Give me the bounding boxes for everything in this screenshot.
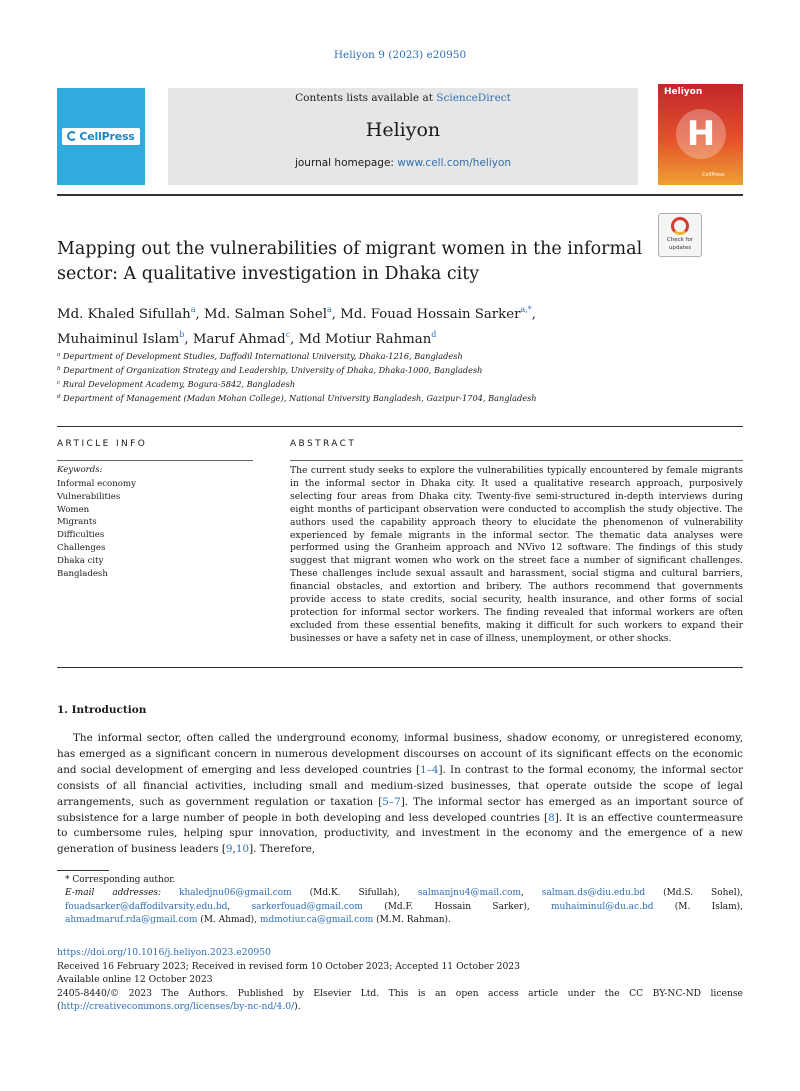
article-info-heading: ARTICLE INFO	[57, 439, 148, 449]
author-6: Md Motiur Rahman$^d$	[298, 330, 437, 347]
cellpress-mark-icon	[67, 131, 77, 141]
received-dates: Received 16 February 2023; Received in revised form 10 October 2023; Accepted 11 October 2023	[57, 960, 520, 972]
crossmark-icon	[671, 217, 689, 235]
info-top-divider	[57, 426, 743, 427]
abstract-bottom-divider	[57, 667, 743, 668]
author-list	[57, 300, 697, 350]
intro-text-segment: The informal sector, often called the underground economy, informal business, shadow economy, or unregistered economy, has emerged as a significant concern in numerous development discourses on account of its significant effects on the economic and social development of emerging and less developed countries [	[57, 732, 743, 776]
corresponding-author-note: * Corresponding author.	[65, 875, 176, 885]
author-1: Md. Khaled Sifullah$^a$,	[57, 305, 204, 322]
abstract-divider	[290, 460, 743, 461]
affiliation-link[interactable]: a	[326, 305, 332, 314]
sciencedirect-link[interactable]: ScienceDirect	[436, 92, 511, 104]
keyword: Migrants	[57, 517, 97, 528]
publisher-logo-text: CellPress	[79, 130, 135, 143]
affiliation-a: $^a$ Department of Development Studies, Daffodil International University, Dhaka-1216, Bangladesh	[57, 351, 463, 361]
journal-citation[interactable]: Heliyon 9 (2023) e20950	[333, 49, 467, 61]
affiliation-link[interactable]: d	[431, 330, 437, 339]
keyword: Challenges	[57, 542, 106, 553]
email-link[interactable]: salmanjnu4@mail.com	[417, 888, 522, 899]
intro-text-segment: ]. Therefore,	[249, 843, 316, 856]
license-end: ).	[294, 1001, 301, 1013]
email-link[interactable]: sarkerfouad@gmail.com	[251, 901, 363, 912]
introduction-paragraph	[57, 731, 743, 858]
contents-line	[168, 92, 638, 104]
affiliation-b: $^b$ Department of Organization Strategy and Leadership, University of Dhaka, Dhaka-1000, Bangladesh	[57, 365, 483, 375]
article-title: Mapping out the vulnerabilities of migrant women in the informal sector: A qualitative investigation in Dhaka city	[57, 239, 643, 284]
intro-text-segment: ,	[232, 843, 236, 856]
email-owner: (Md.F. Hossain Sarker),	[362, 901, 551, 912]
reference-link[interactable]: 1–4	[420, 763, 439, 776]
affiliation-link[interactable]: c	[285, 330, 291, 339]
masthead	[57, 84, 743, 185]
affiliation-c: $^c$ Rural Development Academy, Bogura-5842, Bangladesh	[57, 379, 296, 389]
email-link[interactable]: fouadsarker@daffodilvarsity.edu.bd	[65, 901, 228, 912]
check-updates-line2: updates	[668, 245, 692, 251]
keyword: Women	[57, 504, 90, 515]
email-owner: (Md.K. Sifullah),	[291, 888, 418, 899]
footnote	[57, 874, 743, 928]
footnote-divider	[57, 870, 109, 871]
reference-link[interactable]: 10	[235, 843, 250, 856]
email-addresses	[57, 887, 743, 927]
license-link[interactable]: http://creativecommons.org/licenses/by-nc-nd/4.0/	[60, 1001, 295, 1013]
doi-link[interactable]: https://doi.org/10.1016/j.heliyon.2023.e20950	[57, 947, 271, 958]
license-text: 2405-8440/© 2023 The Authors. Published by Elsevier Ltd. This is an open access article under the CC BY-NC-ND license (	[57, 987, 743, 1013]
author-4: Muhaiminul Islam$^b$,	[57, 330, 193, 347]
keyword-list	[57, 478, 136, 580]
keyword: Difficulties	[57, 530, 105, 541]
homepage-line	[168, 157, 638, 169]
author-5: Maruf Ahmad$^c$,	[192, 330, 299, 347]
intro-text-segment: ]. It is an effective countermeasure to cumbersome rules, helping spur innovation, productivity, and investment in the economy and the emergence of a new generation of business leaders [	[57, 811, 743, 856]
affiliation-link[interactable]: a	[190, 305, 196, 314]
email-owner: ,	[521, 888, 542, 899]
email-owner: (M. Islam),	[653, 901, 743, 912]
homepage-prefix: journal homepage:	[294, 157, 398, 169]
email-owner: (Md.S. Sohel),	[645, 888, 744, 899]
email-owner: (M. Ahmad),	[197, 915, 260, 926]
introduction-heading: 1. Introduction	[57, 704, 147, 716]
email-link[interactable]: ahmadmaruf.rda@gmail.com	[65, 915, 198, 926]
affiliation-link[interactable]: a,*	[520, 305, 532, 314]
email-link[interactable]: salman.ds@diu.edu.bd	[541, 888, 646, 899]
abstract-heading: ABSTRACT	[290, 439, 357, 449]
license-statement	[57, 987, 743, 1014]
email-link[interactable]: mdmotiur.ca@gmail.com	[259, 915, 374, 926]
affiliation-link[interactable]: b	[179, 330, 185, 339]
header-divider	[57, 194, 743, 196]
keyword: Bangladesh	[57, 568, 108, 579]
affiliations	[57, 349, 737, 405]
check-for-updates-button[interactable]	[658, 213, 702, 257]
journal-header	[168, 88, 638, 185]
journal-cover-image[interactable]	[658, 84, 743, 185]
publication-info	[57, 946, 743, 1014]
email-label: E-mail addresses:	[65, 888, 179, 899]
affiliation-d: $^d$ Department of Management (Madan Mohan College), National University Bangladesh, Gazipur-1704, Bangladesh	[57, 393, 537, 403]
email-owner: (M.M. Rahman).	[373, 915, 451, 926]
keyword: Dhaka city	[57, 555, 104, 566]
check-updates-line1: Check for	[666, 237, 694, 243]
keyword: Vulnerabilities	[57, 491, 121, 502]
email-link[interactable]: muhaiminul@du.ac.bd	[551, 901, 654, 912]
keywords-label: Keywords:	[57, 465, 103, 475]
email-owner: ,	[227, 901, 252, 912]
author-2: Md. Salman Sohel$^a$,	[203, 305, 341, 322]
email-link[interactable]: khaledjnu06@gmail.com	[179, 888, 292, 899]
cover-letter: H	[686, 114, 716, 154]
journal-name: Heliyon	[365, 119, 441, 141]
reference-link[interactable]: 5–7	[382, 795, 401, 808]
intro-text-segment: ]. The informal sector has emerged as an important source of subsistence for a large number of people in both developing and less developed countries [	[57, 795, 743, 824]
contents-prefix: Contents lists available at	[295, 92, 437, 104]
cellpress-logo-box[interactable]	[57, 88, 145, 185]
available-online-date: Available online 12 October 2023	[57, 974, 213, 986]
cover-publisher: CellPress	[702, 172, 725, 178]
cellpress-logo	[62, 128, 139, 145]
intro-text-segment: ]. In contrast to the formal economy, the informal sector consists of all financial activities, including small and medium-sized businesses, that operate outside the scope of legal arrangements, such as government regulation or taxation [	[57, 763, 743, 808]
abstract-text: The current study seeks to explore the vulnerabilities typically encountered by female migrants in the informal sector in Dhaka city. It used a qualitative research approach, purposively selecting four areas from Dhaka city. Twenty-five semi-structured in-depth interviews during eight months of participant observation were conducted to accomplish the study objective. The authors used the capability approach theory to elucidate the phenomenon of vulnerability experienced by female migrants in the informal sector. The thematic data analyses were performed using the Granheim approach and NVivo 12 software. The findings of this study suggest that migrant women who work on the street face a number of significant challenges. These challenges include sexual assault and harassment, social stigma and cultural barriers, financial obstacles, and extortion and bribery. The authors recommend that governments provide access to state credits, social security, health insurance, and other forms of social protection for informal sector workers. The finding revealed that informal workers are often excluded from these essential benefits, making it difficult for such workers to expand their businesses or have a safety net in case of illness, unemployment, or other shocks.	[290, 465, 743, 644]
author-3: Md. Fouad Hossain Sarker$^{a,*}$,	[340, 305, 536, 322]
reference-link[interactable]: 9	[225, 843, 233, 856]
keyword: Informal economy	[57, 479, 136, 489]
cover-title: Heliyon	[664, 87, 703, 97]
homepage-link[interactable]: www.cell.com/heliyon	[397, 157, 512, 169]
article-info-divider	[57, 460, 253, 461]
reference-link[interactable]: 8	[548, 811, 555, 824]
